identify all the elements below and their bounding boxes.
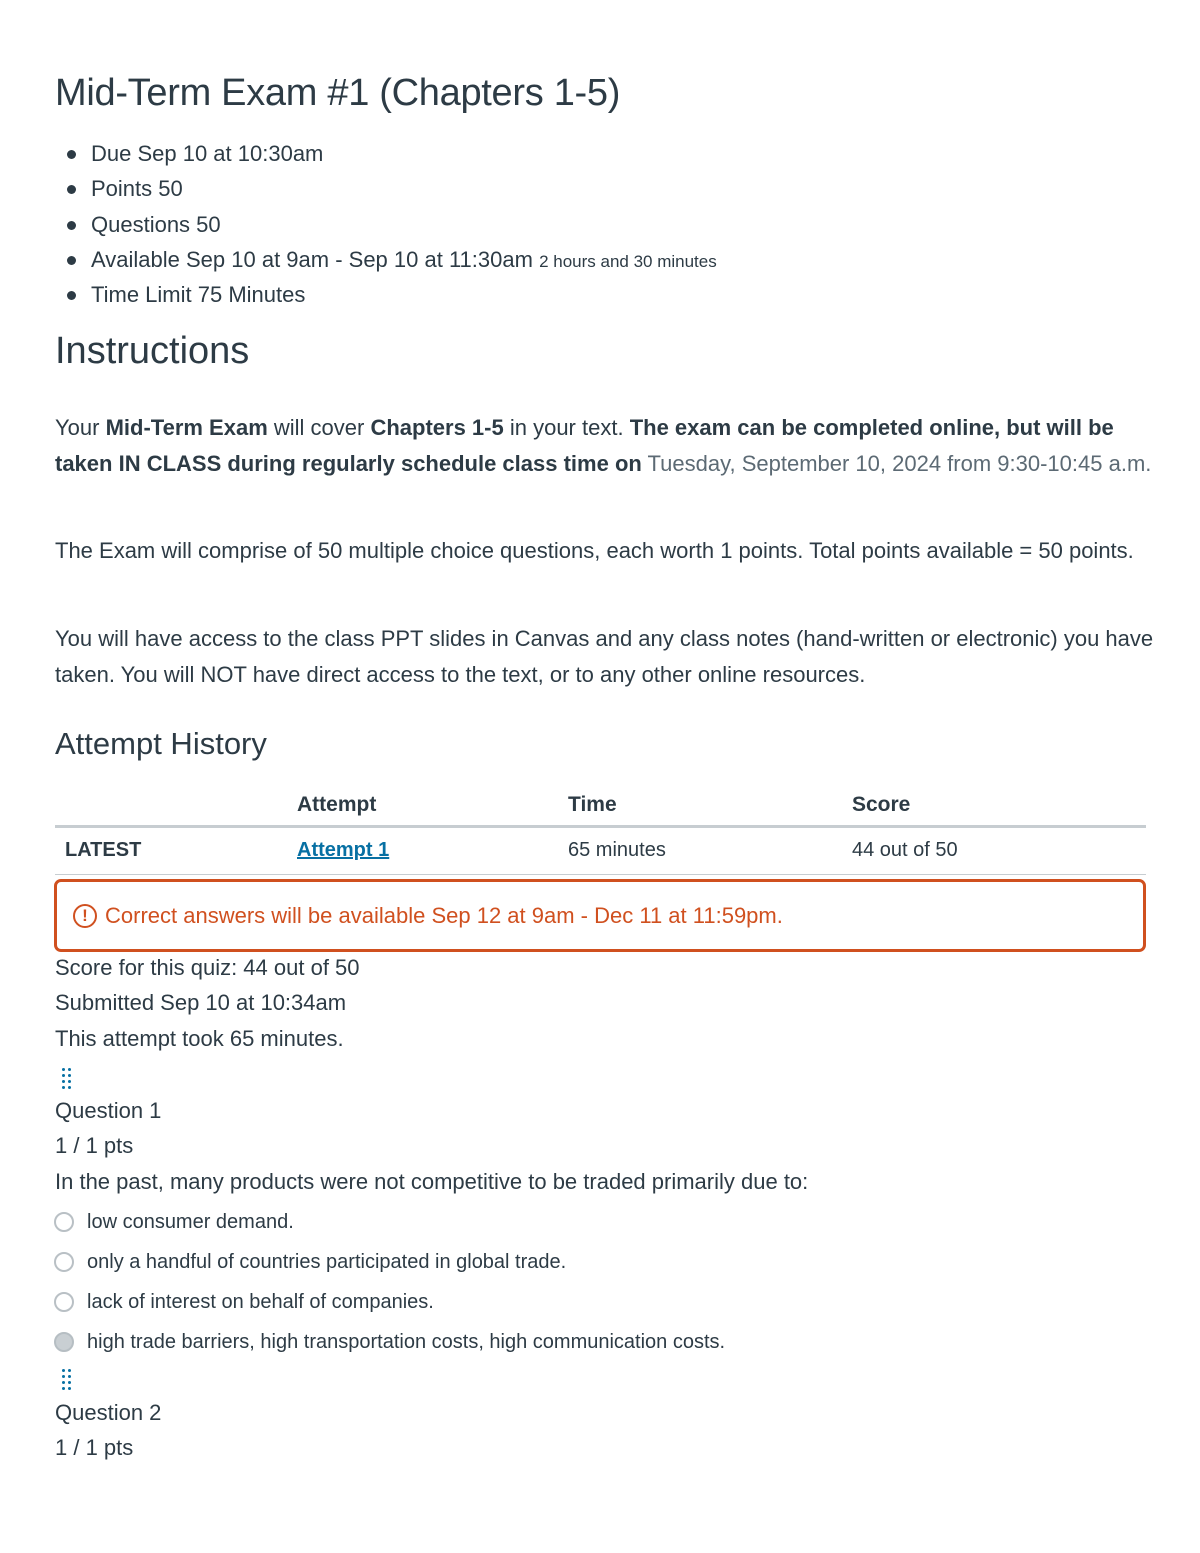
text-run: Your: [55, 415, 106, 440]
bold-run: Mid-Term Exam: [105, 415, 268, 440]
instructions-paragraph-1: [55, 410, 1155, 481]
drag-handle-icon[interactable]: [60, 1367, 74, 1391]
answer-option[interactable]: [54, 1288, 434, 1316]
radio-button[interactable]: [54, 1252, 74, 1272]
instructions-heading: Instructions: [55, 330, 250, 372]
availability-window: Available Sep 10 at 9am - Sep 10 at 11:30am: [91, 246, 533, 272]
bold-run: Chapters 1-5: [370, 415, 504, 440]
question-count: Questions 50: [55, 207, 717, 242]
question-1-text: In the past, many products were not competitive to be traded primarily due to:: [55, 1169, 809, 1194]
table-header-row: [55, 786, 1146, 826]
bold-run: The exam can be completed online, but will be taken IN CLASS during regularly schedule class time on: [55, 415, 1114, 476]
answer-text: high trade barriers, high transportation costs, high communication costs.: [87, 1330, 726, 1353]
correct-answers-alert: [54, 879, 1146, 952]
alert-message: Correct answers will be available Sep 12 at 9am - Dec 11 at 11:59pm.: [105, 902, 783, 928]
table-row: [55, 826, 1146, 874]
points-total: Points 50: [55, 171, 717, 206]
due-date: Due Sep 10 at 10:30am: [55, 136, 717, 171]
answer-text: lack of interest on behalf of companies.: [87, 1290, 434, 1313]
quiz-details-list: [55, 136, 717, 312]
text-run: will cover: [267, 415, 371, 440]
column-header-label: [55, 786, 297, 826]
drag-handle-icon[interactable]: [60, 1066, 74, 1090]
attempt-1-link[interactable]: Attempt 1: [297, 839, 390, 861]
answer-option[interactable]: [54, 1248, 566, 1276]
attempt-cell: [297, 826, 568, 874]
instructions-paragraph-2: The Exam will comprise of 50 multiple choice questions, each worth 1 points. Total points available = 50 points.: [55, 538, 1134, 563]
question-2-title: Question 2: [55, 1400, 162, 1425]
availability: [55, 242, 717, 277]
column-header-attempt: Attempt: [297, 786, 568, 826]
question-1-points: 1 / 1 pts: [55, 1133, 134, 1158]
radio-button[interactable]: [54, 1212, 74, 1232]
answer-text: only a handful of countries participated in global trade.: [87, 1250, 567, 1273]
column-header-score: Score: [852, 786, 1146, 826]
text-run: in your text.: [503, 415, 630, 440]
column-header-time: Time: [568, 786, 852, 826]
time-limit: Time Limit 75 Minutes: [55, 277, 717, 312]
attempt-score: 44 out of 50: [852, 826, 1146, 874]
attempt-history-table: [55, 786, 1146, 875]
question-1-title: Question 1: [55, 1098, 162, 1123]
instructions-paragraph-3: You will have access to the class PPT slides in Canvas and any class notes (hand-written or electronic) you have taken. You will NOT have direct access to the text, or to any other online resources.: [55, 626, 1154, 687]
attempt-duration: This attempt took 65 minutes.: [55, 1026, 344, 1051]
answer-text: low consumer demand.: [87, 1210, 294, 1233]
radio-button-selected[interactable]: [54, 1332, 74, 1352]
exclamation-circle-icon: !: [73, 904, 97, 928]
answer-option-selected[interactable]: [54, 1328, 725, 1356]
exam-date-text: Tuesday, September 10, 2024 from 9:30-10:45 a.m.: [641, 450, 1152, 476]
answer-option[interactable]: [54, 1208, 294, 1236]
page-title: Mid-Term Exam #1 (Chapters 1-5): [55, 72, 621, 114]
radio-button[interactable]: [54, 1292, 74, 1312]
quiz-score: Score for this quiz: 44 out of 50: [55, 955, 360, 980]
latest-label: LATEST: [55, 826, 297, 874]
availability-duration: 2 hours and 30 minutes: [539, 251, 717, 271]
attempt-time: 65 minutes: [568, 826, 852, 874]
attempt-history-heading: Attempt History: [55, 726, 267, 761]
submitted-time: Submitted Sep 10 at 10:34am: [55, 990, 347, 1015]
question-2-points: 1 / 1 pts: [55, 1435, 134, 1460]
